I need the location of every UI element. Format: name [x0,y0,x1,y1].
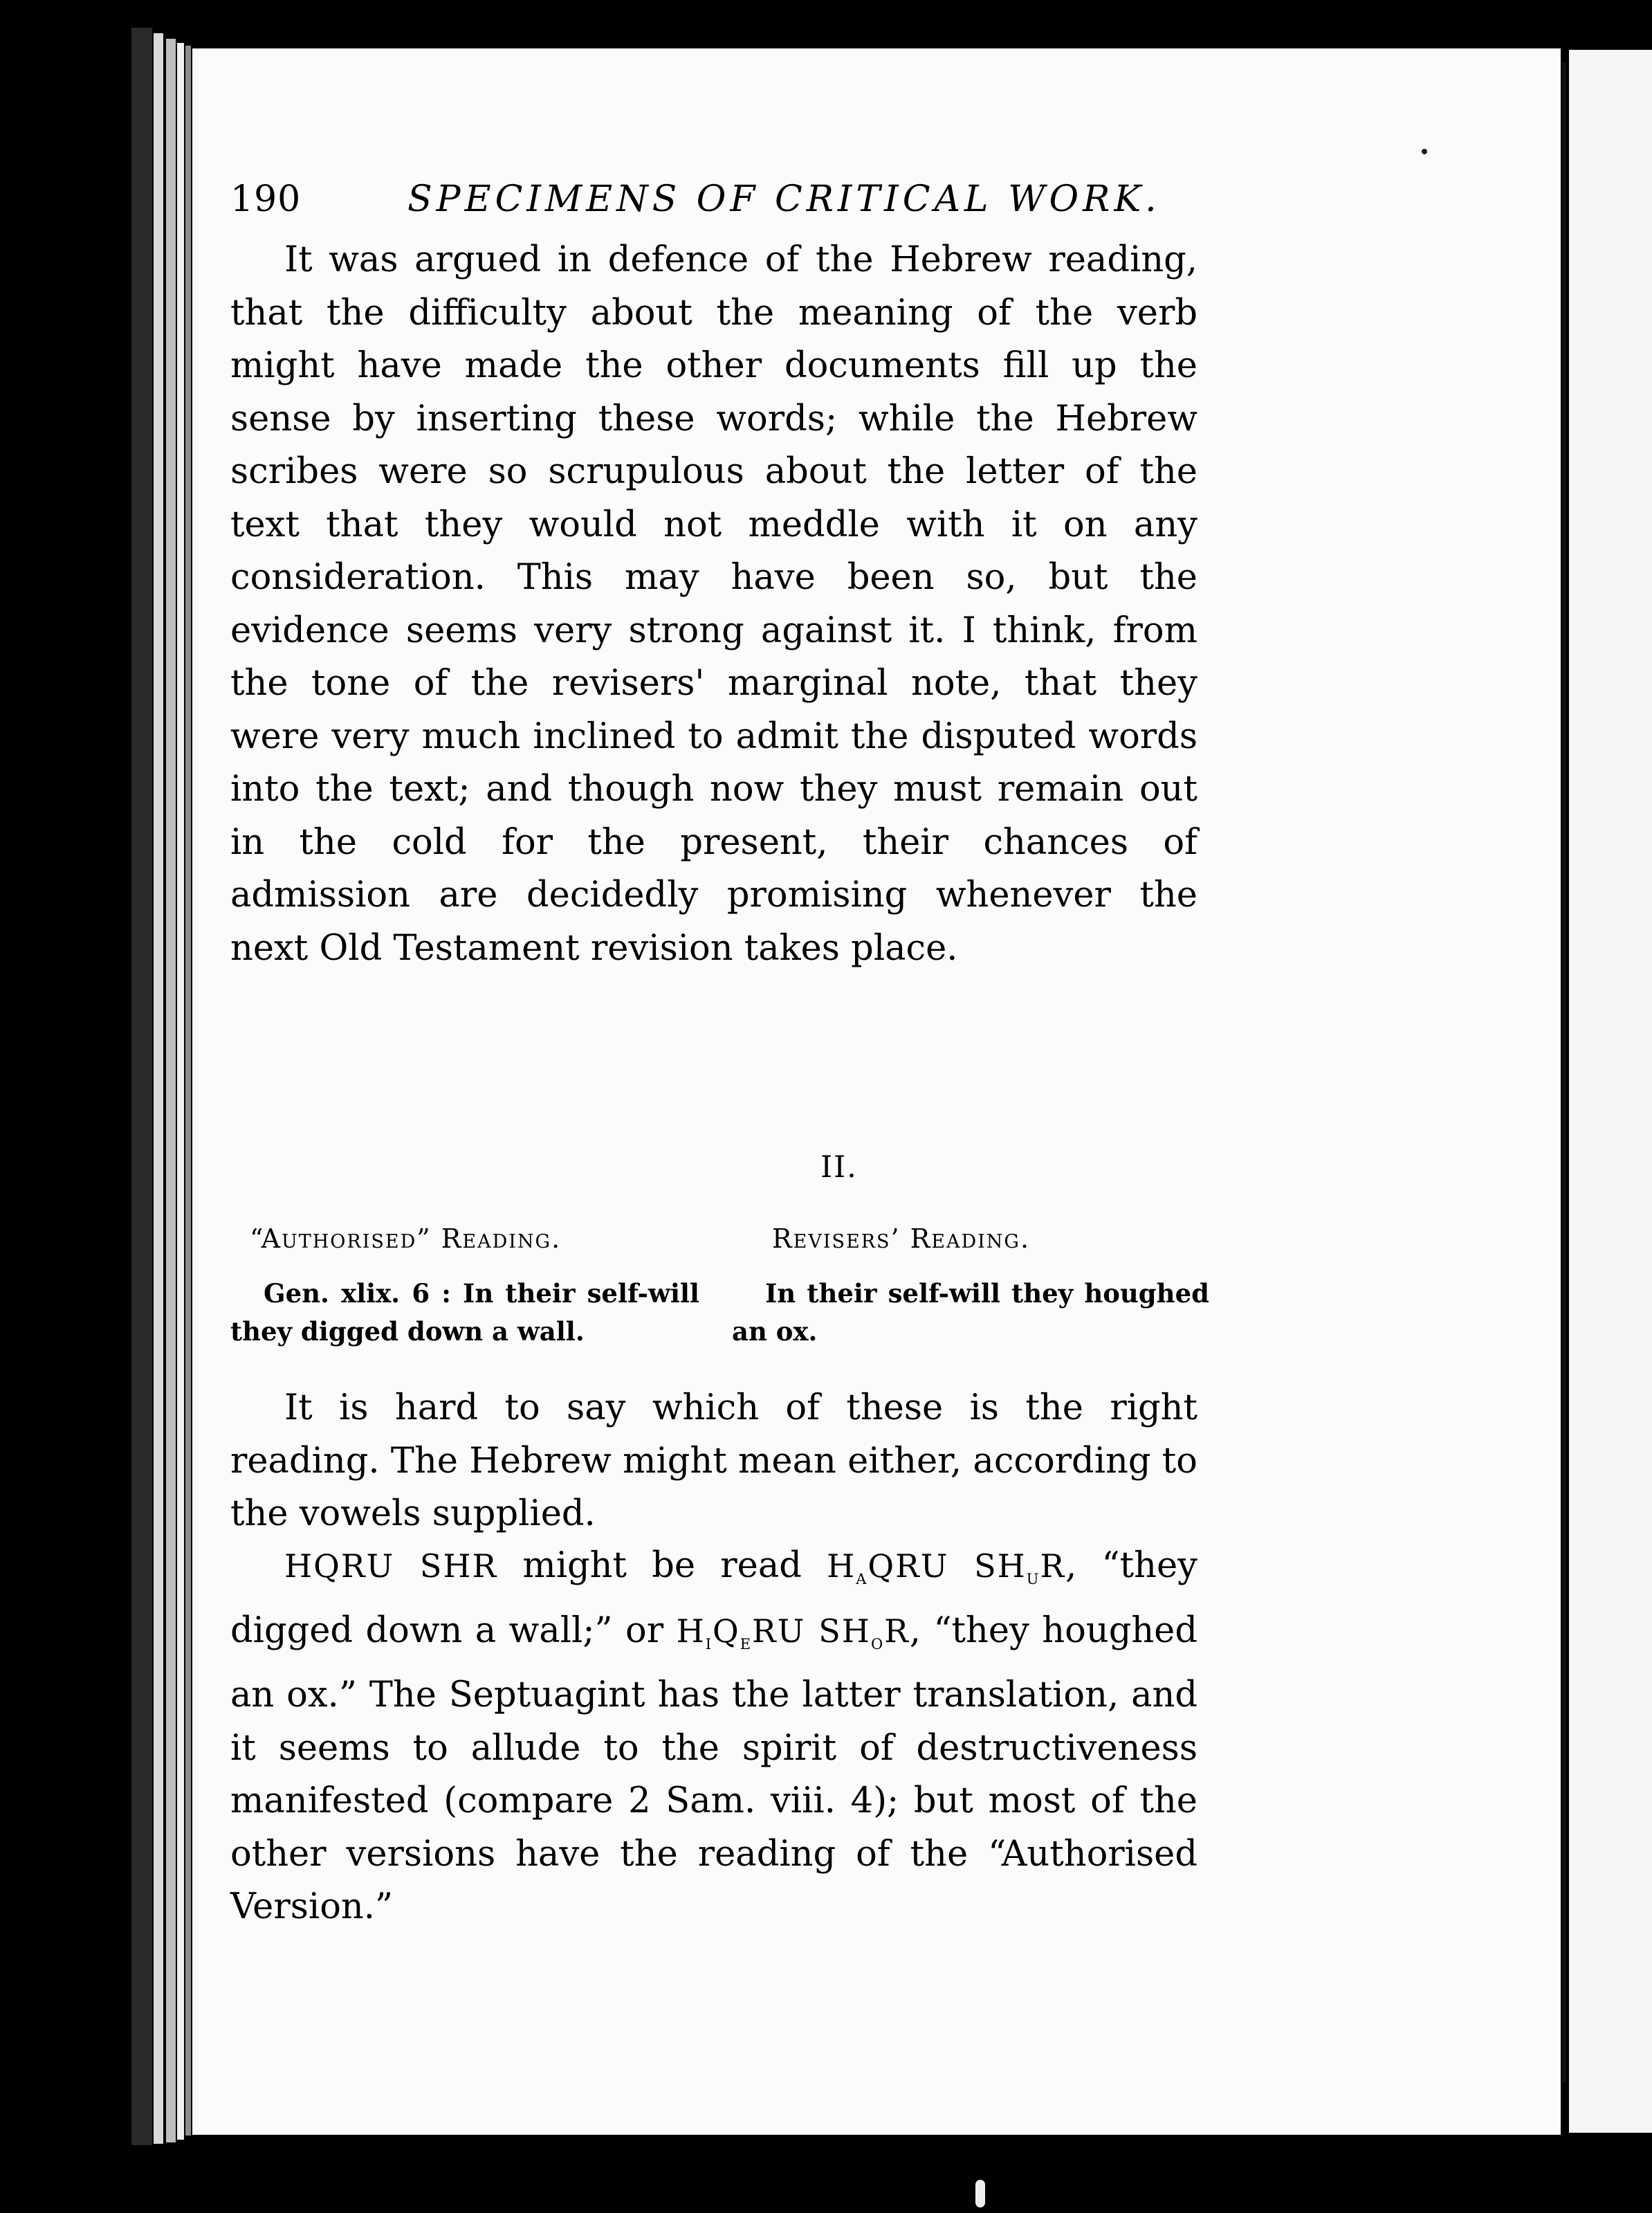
paragraph-text [230,1540,1197,1934]
revisers-reading-heading: Revisers’ Reading. [772,1223,1031,1254]
page-stack-edge [166,39,176,2142]
page-stack-edge [154,33,163,2144]
section-heading: II. [820,1150,858,1185]
revisers-reading-text: In their self-will they houghed an ox. [732,1278,1209,1347]
facing-page-edge [1569,50,1652,2133]
text-run: might be read [497,1545,827,1586]
gutter-shadow [1562,62,1566,2083]
paragraph [230,1540,1197,1934]
text-run: , “they digged down a wall;” or [230,1545,1197,1651]
scan-speck [1422,149,1427,154]
page-stack-edge [185,46,191,2135]
authorised-reading-heading: “Authorised” Reading. [250,1223,562,1254]
transliteration: HQRU SHR [284,1547,498,1585]
paragraph-text: It was argued in defence of the Hebrew reading, that the difficulty about the meaning of the verb might have made the other documents fill up the sense by inserting these words; while the Hebrew scribes were so scrupulous about the letter of the text that they would not meddle with it on any consideration. This may have been so, but the evidence seems very strong against it. I think, from the tone of the revisers' marginal note, that they were very much inclined to admit the disputed words into the text; and though now they must remain out in the cold for the present, their chances of admission are decidedly promising whenever the next Old Testament revision takes place. [230,239,1197,969]
paragraph [230,1382,1197,1541]
book-spine-shadow [131,28,152,2145]
text-run: , “they houghed an ox.” The Septuagint has the latter translation, and it seems to allude to the spirit of destructiveness manifested (compare 2 Sam. viii. 4); but most of the other versions have the reading of the “Authorised Version.” [230,1610,1198,1928]
authorised-reading-text: Gen. xlix. 6 : In their self-will they digged down a wall. [230,1278,699,1347]
paragraph [230,234,1197,975]
transliteration: $H_aQRU$ $SH_uR$ [827,1547,1066,1590]
page-number: 190 [230,179,302,220]
scan-mark [975,2180,985,2207]
running-title: SPECIMENS OF CRITICAL WORK. [407,179,1161,220]
transliteration: $H_iQ_eRU$ $SH_oR$ [676,1612,910,1655]
page-stack-edge [177,43,184,2140]
paragraph-text: It is hard to say which of these is the right reading. The Hebrew might mean either, according to the vowels supplied. [230,1387,1197,1534]
